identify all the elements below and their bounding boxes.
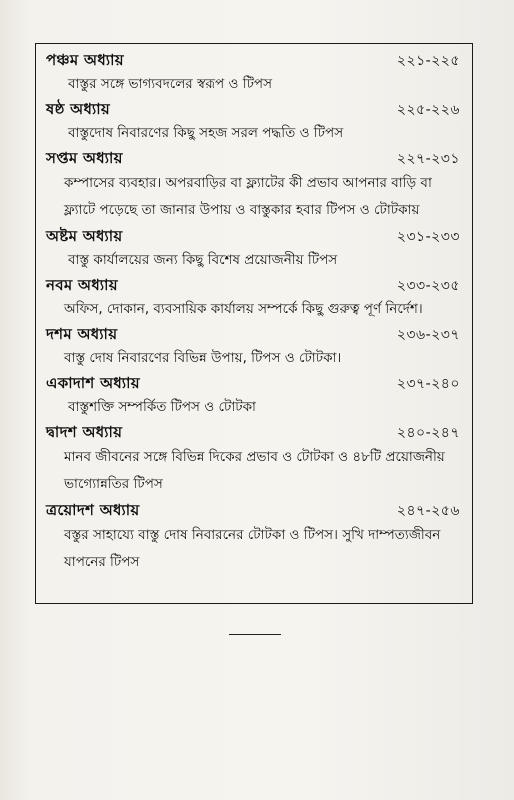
chapter-title: ষষ্ঠ অধ্যায় — [46, 100, 110, 118]
chapter-title: পঞ্চম অধ্যায় — [46, 51, 124, 69]
chapter-description: বাস্তু দোষ নিবারণের বিভিন্ন উপায়, টিপস ও টোটকা। — [64, 350, 342, 366]
chapter-title: ত্রয়োদশ অধ্যায় — [46, 501, 140, 519]
chapter-entry — [46, 274, 464, 322]
chapter-pages: ২৩৩-২৩৫ — [396, 278, 460, 294]
chapter-entry — [46, 225, 464, 273]
chapter-title: দশম অধ্যায় — [46, 325, 118, 343]
chapter-pages: ২২৭-২৩১ — [396, 151, 460, 167]
chapter-description: মানব জীবনের সঙ্গে বিভিন্ন দিকের প্রভাব ও টোটকা ও ৪৮টি প্রয়োজনীয় ভাগ্যোন্নতির টিপস — [64, 449, 445, 492]
chapter-title: দ্বাদশ অধ্যায় — [46, 423, 123, 441]
chapter-pages: ২৩১-২৩৩ — [396, 229, 460, 245]
chapter-entry — [46, 49, 464, 97]
chapter-description: বস্তুর সাহায্যে বাস্তু দোষ নিবারনের টোটকা ও টিপস। সুখি দাম্পত্যজীবন যাপনের টিপস — [64, 527, 441, 570]
chapter-entry — [46, 147, 464, 224]
chapter-pages: ২২১-২২৫ — [396, 53, 460, 69]
chapter-pages: ২২৫-২২৬ — [396, 102, 460, 118]
chapter-entry — [46, 421, 464, 498]
chapter-title: একাদাশ অধ্যায় — [46, 374, 140, 392]
chapter-title: নবম অধ্যায় — [46, 276, 118, 294]
chapter-entry — [46, 372, 464, 420]
chapter-description: বাস্তুশক্তি সম্পর্কিত টিপস ও টোটকা — [68, 399, 256, 415]
chapter-pages: ২৩৭-২৪০ — [396, 376, 460, 392]
chapter-description: অফিস, দোকান, ব্যবসায়িক কার্যালয় সম্পর্কে কিছু গুরুত্ব পূর্ণ নির্দেশ। — [64, 301, 423, 317]
chapter-title: সপ্তম অধ্যায় — [46, 149, 123, 167]
end-divider — [229, 634, 281, 635]
chapter-description: বাস্তু কার্যালয়ের জন্য কিছু বিশেষ প্রয়োজনীয় টিপস — [68, 252, 338, 268]
chapter-entry — [46, 499, 464, 576]
chapter-pages: ২৩৬-২৩৭ — [396, 327, 460, 343]
chapter-pages: ২৪০-২৪৭ — [396, 425, 460, 441]
chapter-entry — [46, 323, 464, 371]
chapter-pages: ২৪৭-২৫৬ — [396, 503, 460, 519]
chapter-description: বাস্তুর সঙ্গে ভাগ্যবদলের স্বরূপ ও টিপস — [68, 76, 273, 92]
chapter-description: বাস্তুদোষ নিবারণের কিছু সহজ সরল পদ্ধতি ও টিপস — [68, 125, 344, 141]
chapter-description: কম্পাসের ব্যবহার। অপরবাড়ির বা ফ্ল্যাটের কী প্রভাব আপনার বাড়ি বা ফ্ল্যাটে পড়েছে তা জানার উপায় ও বাস্তুকার হবার টিপস ও টোটকায় — [64, 175, 432, 218]
table-of-contents — [35, 43, 473, 604]
chapter-title: অষ্টম অধ্যায় — [46, 227, 123, 245]
chapter-entry — [46, 98, 464, 146]
